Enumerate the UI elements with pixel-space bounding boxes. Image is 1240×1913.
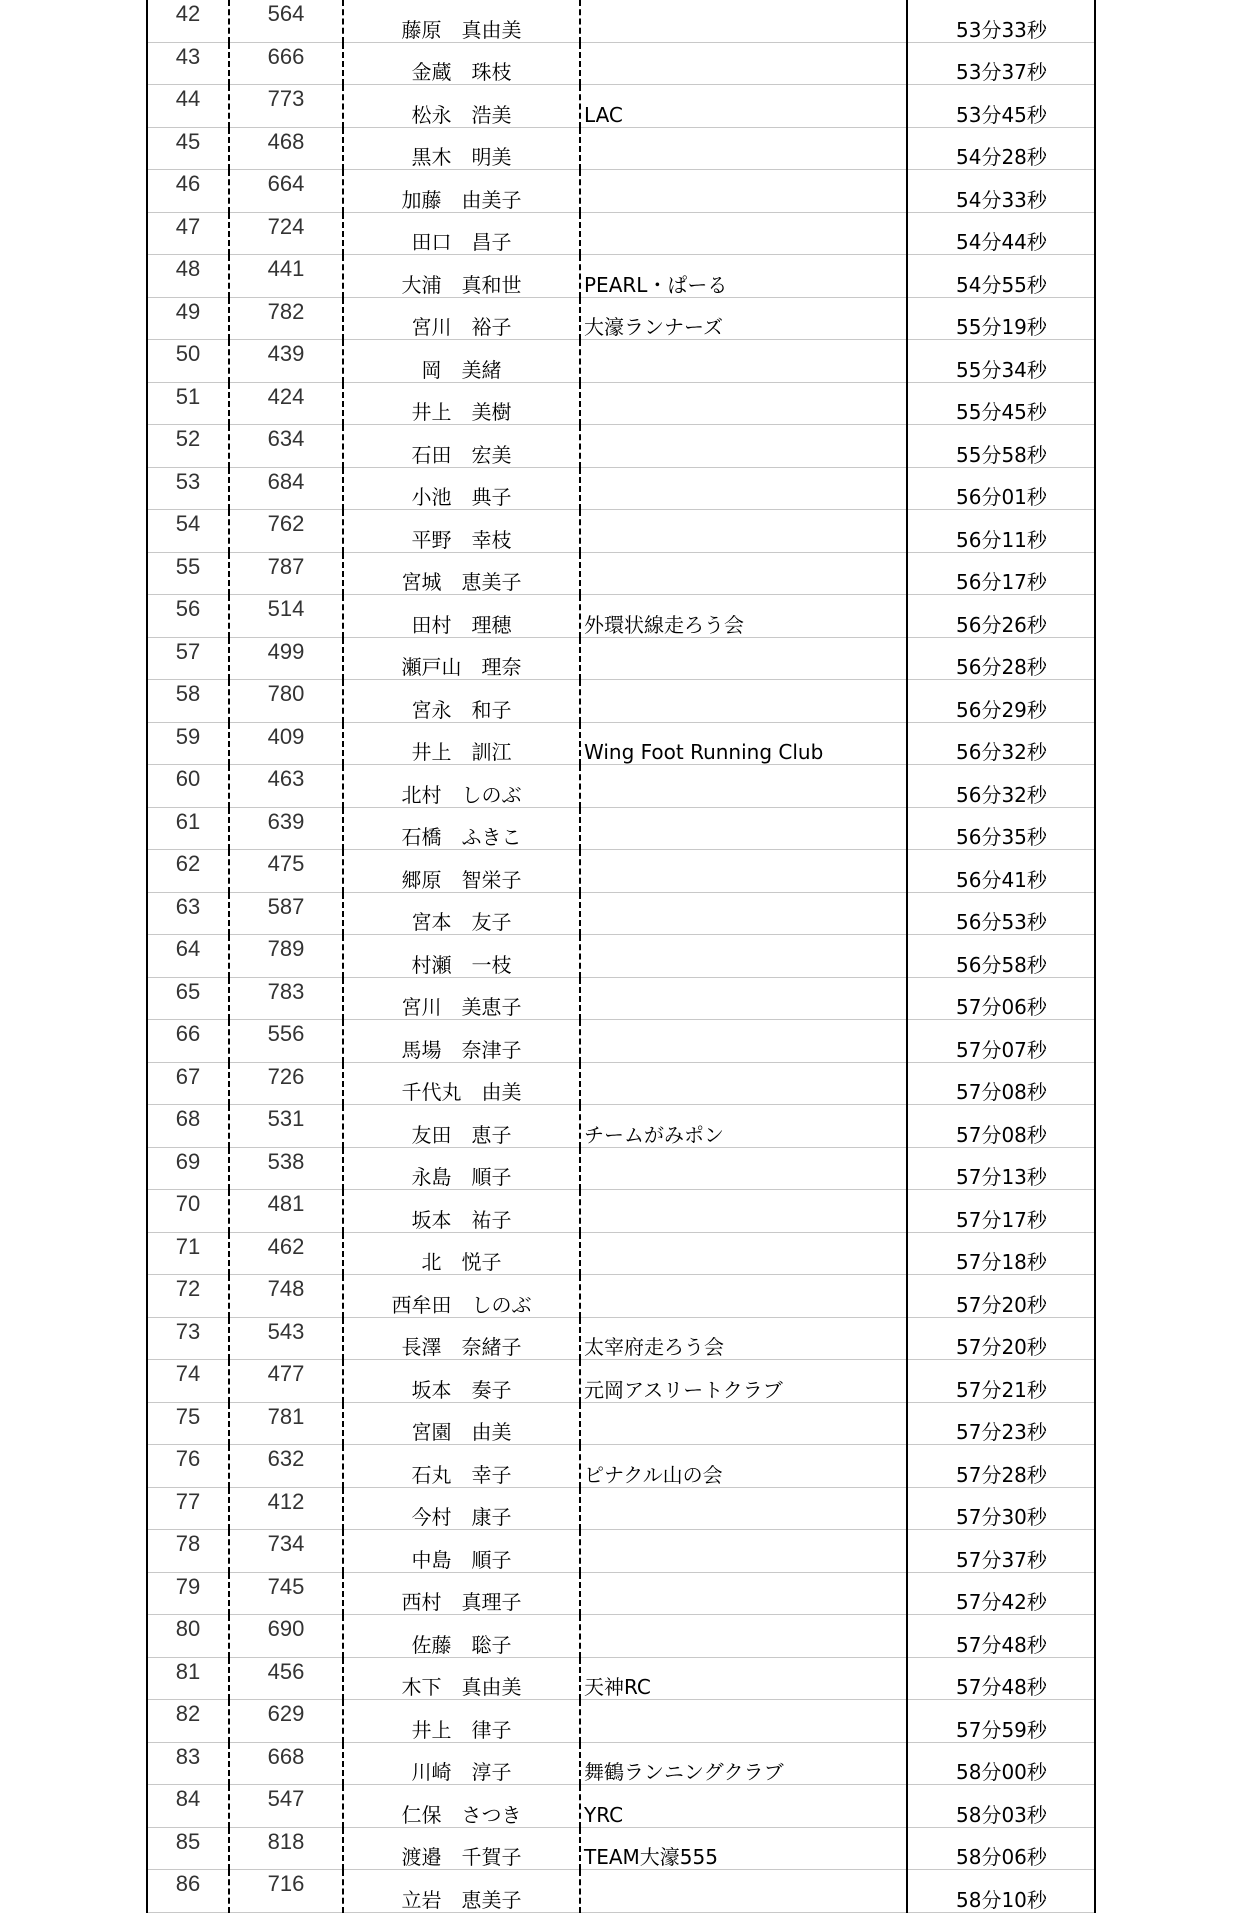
club-name-cell [580, 1275, 907, 1318]
finish-time-cell: 57分48秒 [907, 1657, 1095, 1700]
runner-name-cell: 金蔵 珠枝 [343, 42, 580, 85]
table-row [147, 510, 1095, 553]
finish-time-cell: 55分58秒 [907, 425, 1095, 468]
finish-time-cell: 57分48秒 [907, 1615, 1095, 1658]
place-cell: 65 [147, 977, 229, 1020]
place-cell: 53 [147, 467, 229, 510]
results-table-body [147, 0, 1095, 1912]
finish-time-cell: 57分42秒 [907, 1572, 1095, 1615]
finish-time-cell: 57分20秒 [907, 1275, 1095, 1318]
place-cell: 64 [147, 935, 229, 978]
finish-time-cell: 54分33秒 [907, 170, 1095, 213]
finish-time-cell: 56分35秒 [907, 807, 1095, 850]
table-row [147, 297, 1095, 340]
table-row [147, 127, 1095, 170]
club-name-cell [580, 1530, 907, 1573]
runner-name-cell: 渡邉 千賀子 [343, 1827, 580, 1870]
bib-number-cell: 462 [229, 1232, 343, 1275]
table-row [147, 1445, 1095, 1488]
finish-time-cell: 58分10秒 [907, 1870, 1095, 1913]
place-cell: 74 [147, 1360, 229, 1403]
runner-name-cell: 長澤 奈緒子 [343, 1317, 580, 1360]
club-name-cell [580, 1402, 907, 1445]
club-name-cell: 太宰府走ろう会 [580, 1317, 907, 1360]
runner-name-cell: 西村 真理子 [343, 1572, 580, 1615]
runner-name-cell: 石丸 幸子 [343, 1445, 580, 1488]
finish-time-cell: 54分55秒 [907, 255, 1095, 298]
table-row [147, 0, 1095, 42]
place-cell: 60 [147, 765, 229, 808]
table-row [147, 1317, 1095, 1360]
runner-name-cell: 坂本 祐子 [343, 1190, 580, 1233]
club-name-cell [580, 425, 907, 468]
bib-number-cell: 781 [229, 1402, 343, 1445]
bib-number-cell: 409 [229, 722, 343, 765]
table-row [147, 637, 1095, 680]
place-cell: 45 [147, 127, 229, 170]
finish-time-cell: 53分37秒 [907, 42, 1095, 85]
table-row [147, 467, 1095, 510]
bib-number-cell: 726 [229, 1062, 343, 1105]
bib-number-cell: 556 [229, 1020, 343, 1063]
bib-number-cell: 745 [229, 1572, 343, 1615]
runner-name-cell: 井上 訓江 [343, 722, 580, 765]
bib-number-cell: 564 [229, 0, 343, 42]
table-row [147, 1402, 1095, 1445]
bib-number-cell: 538 [229, 1147, 343, 1190]
table-row [147, 1020, 1095, 1063]
runner-name-cell: 瀬戸山 理奈 [343, 637, 580, 680]
place-cell: 58 [147, 680, 229, 723]
club-name-cell [580, 850, 907, 893]
finish-time-cell: 57分08秒 [907, 1062, 1095, 1105]
finish-time-cell: 56分41秒 [907, 850, 1095, 893]
place-cell: 75 [147, 1402, 229, 1445]
finish-time-cell: 56分32秒 [907, 722, 1095, 765]
table-row [147, 1275, 1095, 1318]
table-row [147, 595, 1095, 638]
runner-name-cell: 今村 康子 [343, 1487, 580, 1530]
club-name-cell [580, 552, 907, 595]
club-name-cell: LAC [580, 85, 907, 128]
bib-number-cell: 664 [229, 170, 343, 213]
runner-name-cell: 田村 理穂 [343, 595, 580, 638]
club-name-cell [580, 1615, 907, 1658]
place-cell: 47 [147, 212, 229, 255]
bib-number-cell: 684 [229, 467, 343, 510]
club-name-cell: 外環状線走ろう会 [580, 595, 907, 638]
bib-number-cell: 787 [229, 552, 343, 595]
club-name-cell [580, 0, 907, 42]
place-cell: 49 [147, 297, 229, 340]
table-row [147, 722, 1095, 765]
place-cell: 86 [147, 1870, 229, 1913]
club-name-cell [580, 935, 907, 978]
place-cell: 62 [147, 850, 229, 893]
place-cell: 43 [147, 42, 229, 85]
table-row [147, 977, 1095, 1020]
bib-number-cell: 475 [229, 850, 343, 893]
finish-time-cell: 57分23秒 [907, 1402, 1095, 1445]
club-name-cell [580, 765, 907, 808]
place-cell: 85 [147, 1827, 229, 1870]
runner-name-cell: 井上 美樹 [343, 382, 580, 425]
club-name-cell: チームがみポン [580, 1105, 907, 1148]
table-row [147, 1870, 1095, 1913]
finish-time-cell: 53分45秒 [907, 85, 1095, 128]
runner-name-cell: 宮川 美恵子 [343, 977, 580, 1020]
finish-time-cell: 57分59秒 [907, 1700, 1095, 1743]
bib-number-cell: 543 [229, 1317, 343, 1360]
bib-number-cell: 724 [229, 212, 343, 255]
table-row [147, 807, 1095, 850]
runner-name-cell: 岡 美緒 [343, 340, 580, 383]
finish-time-cell: 56分32秒 [907, 765, 1095, 808]
results-table [146, 0, 1096, 1913]
club-name-cell: TEAM大濠555 [580, 1827, 907, 1870]
finish-time-cell: 56分29秒 [907, 680, 1095, 723]
club-name-cell [580, 127, 907, 170]
finish-time-cell: 58分03秒 [907, 1785, 1095, 1828]
club-name-cell: 舞鶴ランニングクラブ [580, 1742, 907, 1785]
place-cell: 77 [147, 1487, 229, 1530]
bib-number-cell: 782 [229, 297, 343, 340]
bib-number-cell: 783 [229, 977, 343, 1020]
finish-time-cell: 58分06秒 [907, 1827, 1095, 1870]
runner-name-cell: 大浦 真和世 [343, 255, 580, 298]
place-cell: 83 [147, 1742, 229, 1785]
finish-time-cell: 54分28秒 [907, 127, 1095, 170]
finish-time-cell: 57分08秒 [907, 1105, 1095, 1148]
place-cell: 76 [147, 1445, 229, 1488]
club-name-cell: 元岡アスリートクラブ [580, 1360, 907, 1403]
runner-name-cell: 宮本 友子 [343, 892, 580, 935]
table-row [147, 1572, 1095, 1615]
finish-time-cell: 55分34秒 [907, 340, 1095, 383]
bib-number-cell: 734 [229, 1530, 343, 1573]
place-cell: 79 [147, 1572, 229, 1615]
table-row [147, 85, 1095, 128]
table-row [147, 1105, 1095, 1148]
bib-number-cell: 668 [229, 1742, 343, 1785]
club-name-cell [580, 1870, 907, 1913]
runner-name-cell: 藤原 真由美 [343, 0, 580, 42]
table-row [147, 765, 1095, 808]
table-row [147, 935, 1095, 978]
club-name-cell [580, 1700, 907, 1743]
finish-time-cell: 55分45秒 [907, 382, 1095, 425]
bib-number-cell: 789 [229, 935, 343, 978]
place-cell: 52 [147, 425, 229, 468]
finish-time-cell: 57分06秒 [907, 977, 1095, 1020]
place-cell: 73 [147, 1317, 229, 1360]
finish-time-cell: 53分33秒 [907, 0, 1095, 42]
club-name-cell [580, 637, 907, 680]
club-name-cell [580, 892, 907, 935]
bib-number-cell: 780 [229, 680, 343, 723]
runner-name-cell: 石橋 ふきこ [343, 807, 580, 850]
runner-name-cell: 友田 恵子 [343, 1105, 580, 1148]
place-cell: 72 [147, 1275, 229, 1318]
table-row [147, 1742, 1095, 1785]
place-cell: 59 [147, 722, 229, 765]
runner-name-cell: 松永 浩美 [343, 85, 580, 128]
runner-name-cell: 平野 幸枝 [343, 510, 580, 553]
club-name-cell [580, 1232, 907, 1275]
finish-time-cell: 58分00秒 [907, 1742, 1095, 1785]
bib-number-cell: 441 [229, 255, 343, 298]
place-cell: 42 [147, 0, 229, 42]
table-row [147, 1360, 1095, 1403]
bib-number-cell: 587 [229, 892, 343, 935]
finish-time-cell: 56分17秒 [907, 552, 1095, 595]
club-name-cell [580, 340, 907, 383]
bib-number-cell: 818 [229, 1827, 343, 1870]
place-cell: 78 [147, 1530, 229, 1573]
finish-time-cell: 57分13秒 [907, 1147, 1095, 1190]
finish-time-cell: 56分28秒 [907, 637, 1095, 680]
bib-number-cell: 629 [229, 1700, 343, 1743]
finish-time-cell: 56分11秒 [907, 510, 1095, 553]
place-cell: 50 [147, 340, 229, 383]
table-row [147, 1062, 1095, 1105]
place-cell: 81 [147, 1657, 229, 1700]
place-cell: 67 [147, 1062, 229, 1105]
club-name-cell [580, 1572, 907, 1615]
place-cell: 61 [147, 807, 229, 850]
runner-name-cell: 郷原 智栄子 [343, 850, 580, 893]
finish-time-cell: 57分17秒 [907, 1190, 1095, 1233]
table-row [147, 1487, 1095, 1530]
table-row [147, 170, 1095, 213]
bib-number-cell: 463 [229, 765, 343, 808]
finish-time-cell: 57分18秒 [907, 1232, 1095, 1275]
club-name-cell [580, 170, 907, 213]
table-row [147, 1530, 1095, 1573]
finish-time-cell: 56分53秒 [907, 892, 1095, 935]
club-name-cell [580, 1190, 907, 1233]
place-cell: 54 [147, 510, 229, 553]
place-cell: 68 [147, 1105, 229, 1148]
club-name-cell [580, 807, 907, 850]
bib-number-cell: 666 [229, 42, 343, 85]
runner-name-cell: 馬場 奈津子 [343, 1020, 580, 1063]
table-row [147, 42, 1095, 85]
finish-time-cell: 57分28秒 [907, 1445, 1095, 1488]
club-name-cell: Wing Foot Running Club [580, 722, 907, 765]
runner-name-cell: 小池 典子 [343, 467, 580, 510]
place-cell: 70 [147, 1190, 229, 1233]
runner-name-cell: 加藤 由美子 [343, 170, 580, 213]
table-row [147, 892, 1095, 935]
runner-name-cell: 永島 順子 [343, 1147, 580, 1190]
runner-name-cell: 中島 順子 [343, 1530, 580, 1573]
table-row [147, 1615, 1095, 1658]
table-row [147, 1147, 1095, 1190]
place-cell: 44 [147, 85, 229, 128]
bib-number-cell: 762 [229, 510, 343, 553]
runner-name-cell: 井上 律子 [343, 1700, 580, 1743]
finish-time-cell: 56分26秒 [907, 595, 1095, 638]
place-cell: 57 [147, 637, 229, 680]
table-row [147, 552, 1095, 595]
club-name-cell [580, 212, 907, 255]
club-name-cell [580, 1487, 907, 1530]
club-name-cell: 天神RC [580, 1657, 907, 1700]
bib-number-cell: 514 [229, 595, 343, 638]
table-row [147, 1827, 1095, 1870]
bib-number-cell: 773 [229, 85, 343, 128]
place-cell: 66 [147, 1020, 229, 1063]
club-name-cell [580, 680, 907, 723]
club-name-cell [580, 382, 907, 425]
runner-name-cell: 田口 昌子 [343, 212, 580, 255]
runner-name-cell: 宮川 裕子 [343, 297, 580, 340]
runner-name-cell: 石田 宏美 [343, 425, 580, 468]
bib-number-cell: 748 [229, 1275, 343, 1318]
table-row [147, 1700, 1095, 1743]
table-row [147, 1657, 1095, 1700]
place-cell: 71 [147, 1232, 229, 1275]
club-name-cell [580, 1020, 907, 1063]
club-name-cell: PEARL・ぱーる [580, 255, 907, 298]
runner-name-cell: 佐藤 聡子 [343, 1615, 580, 1658]
club-name-cell [580, 1147, 907, 1190]
club-name-cell: 大濠ランナーズ [580, 297, 907, 340]
finish-time-cell: 56分01秒 [907, 467, 1095, 510]
runner-name-cell: 北村 しのぶ [343, 765, 580, 808]
runner-name-cell: 坂本 奏子 [343, 1360, 580, 1403]
bib-number-cell: 412 [229, 1487, 343, 1530]
finish-time-cell: 57分37秒 [907, 1530, 1095, 1573]
club-name-cell [580, 510, 907, 553]
runner-name-cell: 木下 真由美 [343, 1657, 580, 1700]
table-row [147, 850, 1095, 893]
runner-name-cell: 千代丸 由美 [343, 1062, 580, 1105]
bib-number-cell: 481 [229, 1190, 343, 1233]
table-row [147, 255, 1095, 298]
runner-name-cell: 西牟田 しのぶ [343, 1275, 580, 1318]
bib-number-cell: 477 [229, 1360, 343, 1403]
runner-name-cell: 黒木 明美 [343, 127, 580, 170]
runner-name-cell: 仁保 さつき [343, 1785, 580, 1828]
table-row [147, 212, 1095, 255]
table-row [147, 425, 1095, 468]
finish-time-cell: 57分20秒 [907, 1317, 1095, 1360]
runner-name-cell: 立岩 恵美子 [343, 1870, 580, 1913]
place-cell: 55 [147, 552, 229, 595]
bib-number-cell: 468 [229, 127, 343, 170]
place-cell: 82 [147, 1700, 229, 1743]
bib-number-cell: 547 [229, 1785, 343, 1828]
bib-number-cell: 690 [229, 1615, 343, 1658]
bib-number-cell: 424 [229, 382, 343, 425]
table-row [147, 680, 1095, 723]
runner-name-cell: 宮永 和子 [343, 680, 580, 723]
bib-number-cell: 456 [229, 1657, 343, 1700]
runner-name-cell: 宮園 由美 [343, 1402, 580, 1445]
club-name-cell [580, 1062, 907, 1105]
place-cell: 69 [147, 1147, 229, 1190]
finish-time-cell: 54分44秒 [907, 212, 1095, 255]
place-cell: 84 [147, 1785, 229, 1828]
bib-number-cell: 634 [229, 425, 343, 468]
club-name-cell [580, 977, 907, 1020]
finish-time-cell: 57分30秒 [907, 1487, 1095, 1530]
place-cell: 51 [147, 382, 229, 425]
table-row [147, 1232, 1095, 1275]
club-name-cell [580, 467, 907, 510]
bib-number-cell: 499 [229, 637, 343, 680]
place-cell: 48 [147, 255, 229, 298]
club-name-cell [580, 42, 907, 85]
finish-time-cell: 57分07秒 [907, 1020, 1095, 1063]
bib-number-cell: 531 [229, 1105, 343, 1148]
place-cell: 63 [147, 892, 229, 935]
runner-name-cell: 村瀬 一枝 [343, 935, 580, 978]
club-name-cell: ピナクル山の会 [580, 1445, 907, 1488]
bib-number-cell: 439 [229, 340, 343, 383]
club-name-cell: YRC [580, 1785, 907, 1828]
finish-time-cell: 55分19秒 [907, 297, 1095, 340]
finish-time-cell: 57分21秒 [907, 1360, 1095, 1403]
bib-number-cell: 639 [229, 807, 343, 850]
bib-number-cell: 632 [229, 1445, 343, 1488]
place-cell: 56 [147, 595, 229, 638]
place-cell: 80 [147, 1615, 229, 1658]
table-row [147, 1190, 1095, 1233]
table-row [147, 1785, 1095, 1828]
table-row [147, 340, 1095, 383]
table-row [147, 382, 1095, 425]
runner-name-cell: 北 悦子 [343, 1232, 580, 1275]
finish-time-cell: 56分58秒 [907, 935, 1095, 978]
place-cell: 46 [147, 170, 229, 213]
bib-number-cell: 716 [229, 1870, 343, 1913]
runner-name-cell: 宮城 恵美子 [343, 552, 580, 595]
runner-name-cell: 川崎 淳子 [343, 1742, 580, 1785]
